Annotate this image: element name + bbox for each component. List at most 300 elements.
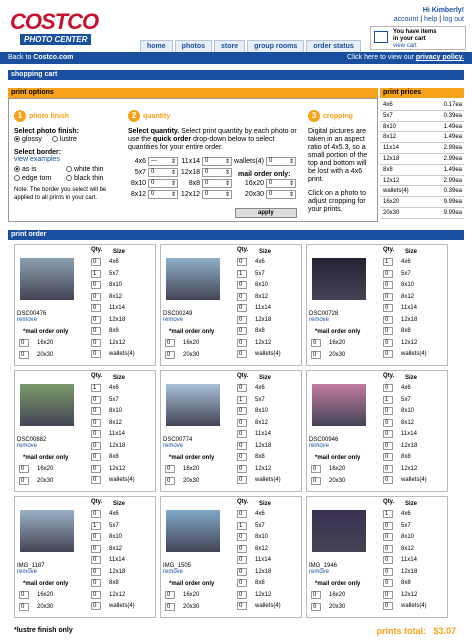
step-1-badge: 1 (14, 110, 26, 122)
mail-qty-input[interactable]: 0 (311, 603, 321, 611)
size-label: 8x8 (109, 454, 119, 460)
qty-header: Qty. (91, 373, 103, 379)
qty-input[interactable]: 1 (383, 258, 393, 266)
qty-input[interactable]: 0 (91, 316, 101, 324)
size-label: wallets(4) (255, 477, 281, 483)
qty-header: Qty. (91, 499, 103, 505)
print-options-header: print options (8, 88, 378, 98)
size-label: 8x8 (401, 454, 411, 460)
qty-input[interactable]: 0 (91, 442, 101, 450)
quick-left-1-select[interactable]: 0 ⇕ (148, 168, 178, 177)
mail-qty-row (311, 591, 346, 599)
qty-input[interactable]: 0 (91, 281, 101, 289)
apply-button[interactable]: apply (235, 208, 297, 218)
remove-link[interactable]: remove (309, 569, 330, 575)
photo-thumbnail[interactable] (309, 375, 369, 435)
qty-input[interactable]: 0 (237, 591, 247, 599)
size-label: 12x12 (401, 591, 418, 598)
qty-input[interactable]: 1 (237, 396, 247, 404)
qty-input[interactable]: 0 (383, 384, 393, 392)
size-label: 4x6 (255, 259, 265, 265)
qty-row (237, 384, 265, 394)
size-label: 4x6 (109, 511, 119, 517)
qty-input[interactable]: 0 (91, 476, 101, 484)
back-prefix: Back to (8, 54, 34, 61)
size-label: 8x8 (109, 328, 119, 334)
size-label: 8x12 (401, 419, 415, 426)
remove-link[interactable]: remove (17, 569, 38, 575)
total-label: prints total: (376, 626, 426, 636)
photo-image[interactable] (166, 384, 220, 426)
qty-input[interactable]: 0 (237, 407, 247, 415)
size-label: 8x12 (109, 419, 123, 426)
mail-qty-input[interactable]: 0 (311, 465, 321, 473)
qty-input[interactable]: 0 (91, 430, 101, 438)
print-order-header: print order (8, 230, 464, 240)
quick-16x20-size-label: 16x20 (244, 180, 264, 187)
qty-input[interactable]: 0 (237, 442, 247, 450)
apply-button-wrap (235, 208, 297, 218)
photo-thumbnail[interactable] (309, 501, 369, 561)
qty-input[interactable]: 0 (383, 556, 393, 564)
quick-mid-1-select[interactable]: 0 ⇕ (202, 168, 232, 177)
qty-row (91, 579, 119, 589)
qty-row (91, 258, 119, 268)
qty-row (383, 350, 427, 360)
size-label: 12x18 (255, 316, 272, 323)
qty-row (237, 465, 272, 475)
mail-qty-row (19, 603, 54, 611)
mail-qty-input[interactable]: 0 (311, 339, 321, 347)
qty-row (91, 293, 123, 303)
price-value: 1.49ea (443, 166, 462, 173)
photo-thumbnail[interactable] (17, 501, 77, 561)
qty-row (383, 327, 411, 337)
size-label: 11x14 (109, 305, 125, 311)
size-label: 4x6 (255, 511, 265, 517)
size-label: 11x14 (401, 557, 417, 563)
size-label: 8x10 (255, 534, 269, 540)
size-label: 12x18 (255, 568, 272, 575)
quick-mid-3-select[interactable]: 0 ⇕ (202, 190, 232, 199)
mail-qty-input[interactable]: 0 (165, 591, 175, 599)
qty-row (237, 556, 271, 566)
qty-input[interactable]: 0 (383, 407, 393, 415)
qty-text-quick: quick order (152, 136, 192, 143)
qty-input[interactable]: 0 (383, 476, 393, 484)
qty-input[interactable]: 0 (237, 293, 247, 301)
qty-input[interactable]: 0 (237, 327, 247, 335)
mail-qty-input[interactable]: 0 (311, 591, 321, 599)
qty-input[interactable]: 0 (91, 453, 101, 461)
view-cart-link[interactable]: view cart (393, 43, 417, 49)
qty-input[interactable]: 0 (91, 465, 101, 473)
photo-card (14, 244, 156, 366)
qty-input[interactable]: 0 (237, 339, 247, 347)
size-label: 5x7 (255, 396, 265, 403)
size-label: wallets(4) (255, 351, 281, 357)
tab-group-rooms[interactable]: group rooms (247, 40, 304, 52)
qty-input[interactable]: 1 (383, 396, 393, 404)
qty-input[interactable]: 1 (237, 270, 247, 278)
photo-card (160, 370, 302, 492)
cropping-text2: Click on a photo to adjust cropping for your prints. (308, 190, 366, 213)
qty-input[interactable]: 0 (237, 476, 247, 484)
size-label: 12x18 (401, 568, 418, 575)
price-row (380, 100, 464, 111)
mail-qty-input[interactable]: 0 (311, 477, 321, 485)
mail-qty-row (311, 477, 346, 485)
price-value: 0.17ea (443, 102, 462, 108)
quick-left-3-select[interactable]: 0 ⇕ (148, 190, 178, 199)
qty-row (383, 533, 415, 543)
mail-qty-row (165, 339, 200, 347)
qty-input[interactable]: 0 (91, 339, 101, 347)
photo-image[interactable] (20, 258, 74, 300)
qty-input[interactable]: 0 (91, 350, 101, 358)
qty-row (383, 258, 411, 268)
qty-input[interactable]: 0 (91, 327, 101, 335)
price-value: 2.99ea (443, 155, 462, 162)
photo-thumbnail[interactable] (163, 375, 223, 435)
qty-input[interactable]: 1 (383, 510, 393, 518)
lustre-radio[interactable] (52, 136, 58, 142)
qty-input[interactable]: 0 (383, 602, 393, 610)
price-row (380, 165, 464, 176)
as-is-label: as is (22, 166, 37, 173)
qty-row (91, 602, 135, 612)
qty-input[interactable]: 0 (237, 568, 247, 576)
cart-summary[interactable] (370, 26, 466, 50)
qty-row (91, 327, 119, 337)
qty-input[interactable]: 0 (237, 533, 247, 541)
costco-logo[interactable] (10, 10, 120, 50)
qty-input[interactable]: 0 (91, 591, 101, 599)
remove-link[interactable]: remove (163, 317, 184, 323)
tab-store[interactable]: store (214, 40, 245, 52)
size-label: 12x12 (255, 465, 272, 472)
mail-qty-row (19, 339, 54, 347)
costco-link[interactable]: Costco.com (33, 54, 74, 61)
qty-row (383, 591, 418, 601)
size-header: Size (259, 375, 272, 381)
qty-input[interactable]: 0 (383, 430, 393, 438)
mail-qty-input[interactable]: 0 (165, 477, 175, 485)
mail-size-label: 16x20 (329, 466, 346, 472)
qty-row (91, 281, 123, 291)
photo-thumbnail[interactable] (17, 249, 77, 309)
quick-mail-only-label: mail order only: (238, 171, 291, 178)
edge-torn-label: edge torn (22, 175, 52, 182)
qty-input[interactable]: 0 (383, 533, 393, 541)
price-row (380, 208, 464, 219)
photo-card (14, 496, 156, 618)
size-label: 12x12 (109, 591, 126, 598)
size-label: 12x18 (255, 442, 272, 449)
qty-row (383, 522, 411, 532)
size-label: wallets(4) (401, 603, 427, 609)
quick-20x30-select[interactable]: 0 ⇕ (266, 190, 296, 199)
size-label: 4x6 (401, 511, 411, 517)
qty-row (237, 510, 265, 520)
quick-mid-2-select[interactable]: 0 ⇕ (202, 179, 232, 188)
mail-qty-input[interactable]: 0 (19, 351, 29, 359)
qty-row (383, 579, 411, 589)
qty-header: Qty. (383, 373, 395, 379)
mail-qty-input[interactable]: 0 (165, 603, 175, 611)
mail-qty-row (19, 351, 54, 359)
size-label: 8x12 (255, 293, 269, 300)
qty-input[interactable]: 0 (383, 270, 393, 278)
tab-order-status[interactable]: order status (306, 40, 360, 52)
photo-card (306, 496, 448, 618)
photo-thumbnail[interactable] (163, 249, 223, 309)
finish-heading: Select photo finish: (14, 128, 79, 135)
qty-input[interactable]: 0 (383, 522, 393, 530)
photo-image[interactable] (166, 510, 220, 552)
qty-input[interactable]: 1 (91, 384, 101, 392)
size-label: 12x12 (401, 339, 418, 346)
qty-input[interactable]: 0 (237, 384, 247, 392)
qty-input[interactable]: 0 (237, 510, 247, 518)
mail-qty-input[interactable]: 0 (19, 603, 29, 611)
qty-input[interactable]: 0 (91, 293, 101, 301)
remove-link[interactable]: remove (309, 317, 330, 323)
qty-input[interactable]: 0 (91, 579, 101, 587)
privacy-prefix: Click here to view our (347, 54, 416, 61)
size-header: Size (113, 375, 126, 381)
mail-qty-input[interactable]: 0 (19, 477, 29, 485)
qty-input[interactable]: 0 (237, 465, 247, 473)
quick-mid-0-select[interactable]: 0 ⇕ (202, 157, 232, 166)
quick-wallets-select[interactable]: 0 ⇕ (266, 157, 296, 166)
qty-input[interactable]: 0 (91, 510, 101, 518)
qty-input[interactable]: 0 (91, 545, 101, 553)
tab-home[interactable]: home (140, 40, 173, 52)
price-value: 2.99ea (443, 177, 462, 184)
mail-size-label: 16x20 (37, 592, 54, 598)
qty-input[interactable]: 0 (383, 545, 393, 553)
qty-row (237, 591, 272, 601)
mail-qty-input[interactable]: 0 (165, 465, 175, 473)
account-link[interactable]: account (393, 16, 419, 23)
mail-qty-input[interactable]: 0 (165, 351, 175, 359)
remove-link[interactable]: remove (309, 443, 330, 449)
cart-line1: You have items (393, 29, 437, 35)
qty-input[interactable]: 0 (383, 350, 393, 358)
mail-qty-row (165, 465, 200, 473)
qty-input[interactable]: 0 (383, 579, 393, 587)
size-label: 8x12 (255, 419, 269, 426)
glossy-radio[interactable] (14, 136, 20, 142)
photo-image[interactable] (166, 258, 220, 300)
size-label: 8x10 (401, 534, 415, 540)
photo-image[interactable] (312, 258, 366, 300)
qty-input[interactable]: 0 (237, 304, 247, 312)
mail-qty-row (19, 465, 54, 473)
mail-only-label: *mail order only (169, 329, 215, 335)
border-as-is-radio[interactable] (14, 166, 20, 172)
quick-mid-1-size-label: 12x18 (180, 169, 200, 176)
remove-link[interactable]: remove (163, 569, 184, 575)
mail-qty-row (311, 603, 346, 611)
price-row (380, 143, 464, 154)
photo-image[interactable] (20, 510, 74, 552)
photo-image[interactable] (20, 384, 74, 426)
privacy-link[interactable]: privacy policy. (415, 54, 464, 61)
qty-row (383, 270, 411, 280)
qty-input[interactable]: 0 (383, 304, 393, 312)
price-size: 12x18 (383, 155, 400, 162)
quick-left-0-select[interactable]: --- ⇕ (148, 157, 178, 166)
border-edge-torn-radio[interactable] (14, 175, 20, 181)
quantity-title: quantity (143, 113, 171, 120)
qty-row (383, 453, 411, 463)
mail-qty-input[interactable]: 0 (165, 339, 175, 347)
qty-row (91, 591, 126, 601)
qty-row (383, 419, 415, 429)
tab-photos[interactable]: photos (175, 40, 212, 52)
qty-input[interactable]: 0 (91, 258, 101, 266)
qty-input[interactable]: 0 (237, 602, 247, 610)
qty-input[interactable]: 0 (91, 419, 101, 427)
mail-qty-input[interactable]: 0 (19, 465, 29, 473)
size-header: Size (113, 501, 126, 507)
mail-qty-input[interactable]: 0 (19, 339, 29, 347)
qty-row (91, 465, 126, 475)
qty-input[interactable]: 0 (91, 533, 101, 541)
mail-qty-input[interactable]: 0 (19, 591, 29, 599)
qty-input[interactable]: 0 (383, 293, 393, 301)
qty-input[interactable]: 0 (383, 316, 393, 324)
remove-link[interactable]: remove (17, 443, 38, 449)
mail-only-label: *mail order only (23, 329, 69, 335)
size-label: 11x14 (401, 431, 417, 437)
qty-row (237, 453, 265, 463)
photo-card (160, 244, 302, 366)
border-heading: Select border: (14, 149, 62, 156)
view-examples-link[interactable]: view examples (14, 156, 60, 163)
quick-mid-3-size-label: 12x12 (180, 191, 200, 198)
qty-input[interactable]: 0 (383, 281, 393, 289)
mail-qty-row (19, 591, 54, 599)
qty-row (91, 270, 119, 280)
qty-input[interactable]: 0 (237, 430, 247, 438)
qty-input[interactable]: 0 (91, 556, 101, 564)
qty-row (237, 281, 269, 291)
border-black-thin-radio[interactable] (66, 175, 72, 181)
qty-input[interactable]: 0 (237, 419, 247, 427)
size-label: 5x7 (255, 270, 265, 277)
remove-link[interactable]: remove (163, 443, 184, 449)
quick-16x20-select[interactable]: 0 ⇕ (266, 179, 296, 188)
photo-filename: IMG_1946 (309, 563, 338, 569)
qty-row (237, 327, 265, 337)
size-header: Size (113, 249, 126, 255)
shopping-cart-header: shopping cart (8, 70, 464, 80)
qty-input[interactable]: 0 (91, 304, 101, 312)
qty-input[interactable]: 0 (383, 453, 393, 461)
size-label: 5x7 (401, 396, 411, 403)
qty-input[interactable]: 0 (383, 591, 393, 599)
border-white-thin-radio[interactable] (66, 166, 72, 172)
photo-thumbnail[interactable] (309, 249, 369, 309)
qty-row (383, 430, 417, 440)
remove-link[interactable]: remove (17, 317, 38, 323)
size-label: 8x10 (255, 282, 269, 288)
qty-input[interactable]: 0 (383, 419, 393, 427)
mail-only-label: *mail order only (23, 581, 69, 587)
finish-title: photo finish (29, 113, 70, 120)
qty-input[interactable]: 0 (383, 465, 393, 473)
photo-thumbnail[interactable] (17, 375, 77, 435)
qty-row (383, 442, 418, 452)
qty-input[interactable]: 1 (91, 270, 101, 278)
qty-input[interactable]: 0 (237, 556, 247, 564)
qty-row (237, 419, 269, 429)
qty-input[interactable]: 0 (383, 327, 393, 335)
size-label: 8x10 (255, 408, 269, 414)
qty-row (383, 304, 417, 314)
photo-filename: DSC00946 (309, 437, 339, 443)
qty-input[interactable]: 0 (91, 602, 101, 610)
qty-input[interactable]: 0 (383, 442, 393, 450)
qty-input[interactable]: 0 (237, 258, 247, 266)
help-link[interactable]: help (424, 16, 438, 23)
qty-input[interactable]: 0 (237, 579, 247, 587)
qty-header: Qty. (383, 499, 395, 505)
logout-link[interactable]: log out (442, 16, 464, 23)
qty-input[interactable]: 0 (383, 339, 393, 347)
size-label: 5x7 (255, 522, 265, 529)
price-row (380, 122, 464, 133)
size-label: 8x8 (255, 454, 265, 460)
qty-input[interactable]: 0 (237, 350, 247, 358)
qty-row (91, 453, 119, 463)
photo-image[interactable] (312, 384, 366, 426)
photo-image[interactable] (312, 510, 366, 552)
photo-thumbnail[interactable] (163, 501, 223, 561)
photo-card (306, 244, 448, 366)
mail-only-label: *mail order only (169, 455, 215, 461)
photo-filename: DSC00249 (163, 311, 193, 317)
qty-input[interactable]: 0 (237, 545, 247, 553)
qty-row (91, 510, 119, 520)
quick-left-3-size-label: 8x12 (130, 191, 146, 198)
quick-mid-0-size-label: 11x14 (181, 158, 200, 165)
qty-row (91, 316, 126, 326)
qty-input[interactable]: 0 (383, 568, 393, 576)
qty-input[interactable]: 0 (91, 407, 101, 415)
qty-input[interactable]: 0 (91, 396, 101, 404)
qty-input[interactable]: 0 (91, 568, 101, 576)
qty-input[interactable]: 1 (91, 522, 101, 530)
qty-input[interactable]: 0 (237, 281, 247, 289)
quick-left-2-select[interactable]: 0 ⇕ (148, 179, 178, 188)
size-label: 5x7 (401, 522, 411, 529)
mail-only-label: *mail order only (169, 581, 215, 587)
mail-qty-input[interactable]: 0 (311, 351, 321, 359)
qty-input[interactable]: 0 (237, 316, 247, 324)
photo-filename: DSC00728 (309, 311, 339, 317)
qty-input[interactable]: 0 (237, 453, 247, 461)
size-label: wallets(4) (401, 477, 427, 483)
mail-size-label: 20x30 (329, 352, 346, 358)
print-prices-header: print prices (380, 88, 464, 98)
mail-qty-row (311, 351, 346, 359)
qty-input[interactable]: 1 (237, 522, 247, 530)
logo-subtitle: PHOTO CENTER (20, 34, 91, 45)
